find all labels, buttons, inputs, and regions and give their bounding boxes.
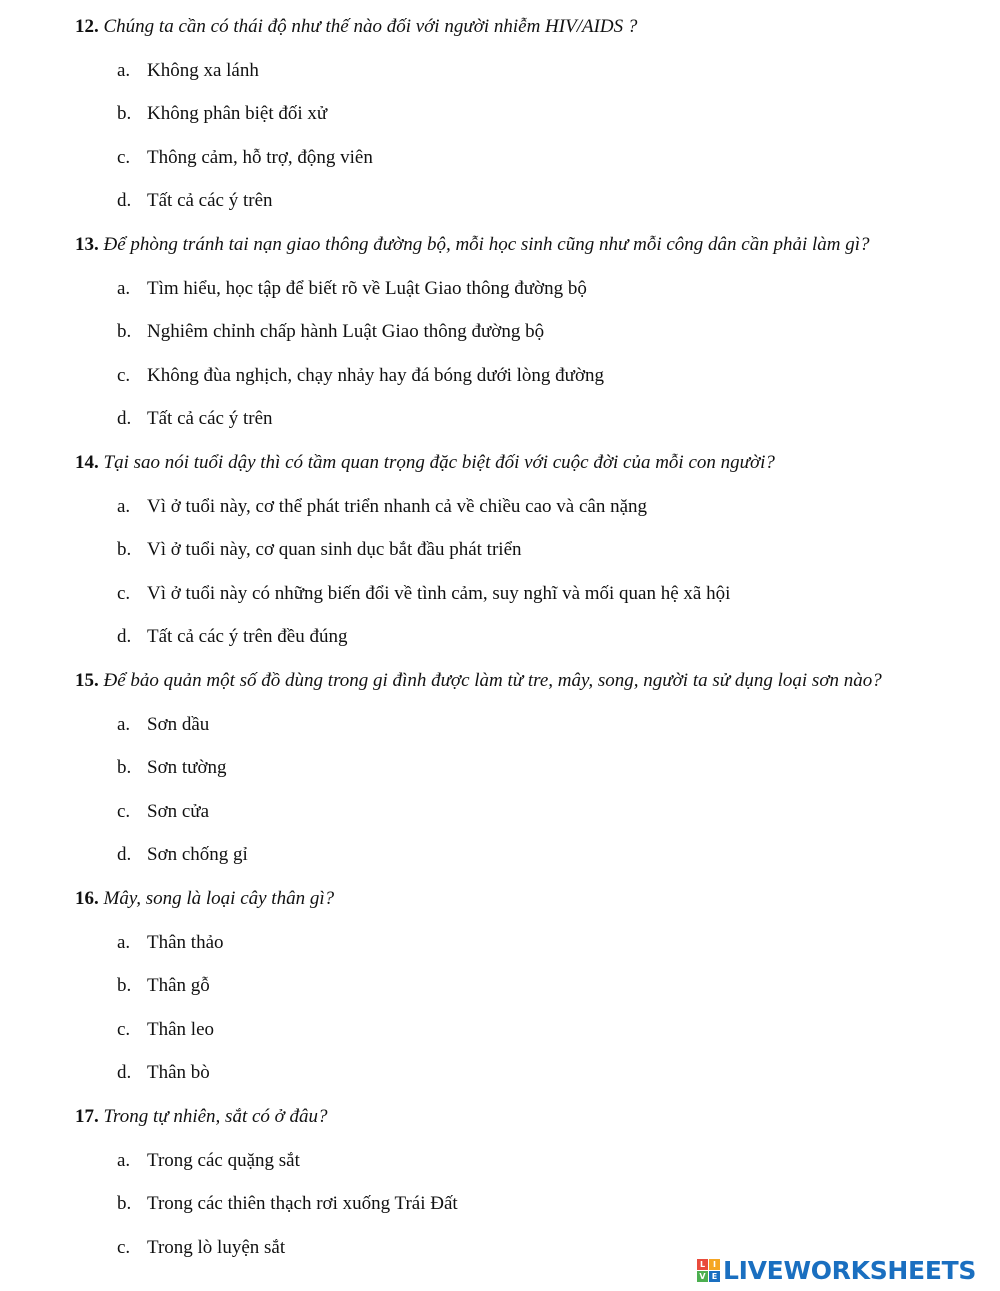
- answer-option[interactable]: [117, 408, 273, 430]
- answer-option[interactable]: [117, 539, 522, 561]
- logo-mark-i: I: [709, 1259, 720, 1270]
- option-text: Vì ở tuổi này có những biến đổi về tình cảm, suy nghĩ và mối quan hệ xã hội: [147, 583, 731, 604]
- option-letter: b.: [117, 321, 132, 342]
- question-text: Tại sao nói tuổi dậy thì có tầm quan trọng đặc biệt đối với cuộc đời của mỗi con người?: [103, 452, 775, 473]
- option-text: Không đùa nghịch, chạy nhảy hay đá bóng dưới lòng đường: [147, 365, 605, 386]
- option-text: Thân leo: [147, 1019, 215, 1040]
- question-number: 14.: [75, 452, 99, 473]
- option-letter: a.: [117, 278, 131, 299]
- option-letter: c.: [117, 147, 131, 168]
- answer-option[interactable]: [117, 757, 227, 779]
- option-letter: a.: [117, 1150, 131, 1171]
- option-text: Không xa lánh: [147, 60, 259, 81]
- option-text: Tất cả các ý trên đều đúng: [147, 626, 348, 647]
- question-13: [75, 234, 870, 256]
- option-text: Nghiêm chỉnh chấp hành Luật Giao thông đường bộ: [147, 321, 545, 342]
- option-text: Thân thảo: [147, 932, 224, 953]
- option-text: Sơn dầu: [147, 714, 210, 735]
- option-text: Sơn tường: [147, 757, 227, 778]
- answer-option[interactable]: [117, 626, 347, 648]
- logo-text: LIVEWORKSHEETS: [723, 1255, 977, 1285]
- answer-option[interactable]: [117, 844, 248, 866]
- option-text: Vì ở tuổi này, cơ thể phát triển nhanh cả về chiều cao và cân nặng: [147, 496, 648, 517]
- logo-mark-l: L: [697, 1259, 708, 1270]
- answer-option[interactable]: [117, 714, 209, 736]
- option-letter: b.: [117, 103, 132, 124]
- answer-option[interactable]: [117, 103, 327, 125]
- option-text: Thân gỗ: [147, 975, 210, 996]
- option-text: Tất cả các ý trên: [147, 190, 273, 211]
- question-number: 13.: [75, 234, 99, 255]
- option-letter: d.: [117, 190, 132, 211]
- option-letter: d.: [117, 844, 132, 865]
- option-letter: b.: [117, 539, 132, 560]
- question-text: Mây, song là loại cây thân gì?: [103, 888, 335, 909]
- option-text: Tất cả các ý trên: [147, 408, 273, 429]
- liveworksheets-logo[interactable]: [697, 1255, 976, 1285]
- question-text: Chúng ta cần có thái độ như thế nào đối với người nhiễm HIV/AIDS ?: [103, 16, 638, 37]
- question-number: 15.: [75, 670, 99, 691]
- question-text: Trong tự nhiên, sắt có ở đâu?: [103, 1106, 328, 1127]
- question-number: 16.: [75, 888, 99, 909]
- option-letter: a.: [117, 60, 131, 81]
- answer-option[interactable]: [117, 190, 273, 212]
- question-number: 12.: [75, 16, 99, 37]
- option-text: Trong lò luyện sắt: [147, 1237, 286, 1258]
- answer-option[interactable]: [117, 583, 730, 605]
- answer-option[interactable]: [117, 1237, 285, 1259]
- question-text: Để phòng tránh tai nạn giao thông đường bộ, mỗi học sinh cũng như mỗi công dân cần phải làm gì?: [103, 234, 870, 255]
- answer-option[interactable]: [117, 1193, 458, 1215]
- answer-option[interactable]: [117, 1019, 214, 1041]
- option-letter: a.: [117, 714, 131, 735]
- option-letter: a.: [117, 496, 131, 517]
- question-12: [75, 16, 637, 38]
- answer-option[interactable]: [117, 278, 587, 300]
- option-letter: b.: [117, 975, 132, 996]
- option-letter: c.: [117, 1019, 131, 1040]
- logo-mark-e: E: [709, 1271, 720, 1282]
- question-15: [75, 670, 882, 692]
- answer-option[interactable]: [117, 932, 224, 954]
- option-text: Trong các quặng sắt: [147, 1150, 300, 1171]
- option-letter: c.: [117, 365, 131, 386]
- option-letter: a.: [117, 932, 131, 953]
- option-text: Vì ở tuổi này, cơ quan sinh dục bắt đầu phát triển: [147, 539, 522, 560]
- option-letter: c.: [117, 583, 131, 604]
- question-16: [75, 888, 334, 910]
- logo-mark-icon: [697, 1259, 720, 1282]
- answer-option[interactable]: [117, 801, 209, 823]
- answer-option[interactable]: [117, 60, 259, 82]
- answer-option[interactable]: [117, 147, 373, 169]
- answer-option[interactable]: [117, 496, 647, 518]
- answer-option[interactable]: [117, 1150, 300, 1172]
- option-letter: b.: [117, 757, 132, 778]
- answer-option[interactable]: [117, 365, 604, 387]
- option-letter: c.: [117, 801, 131, 822]
- option-letter: d.: [117, 626, 132, 647]
- answer-option[interactable]: [117, 975, 210, 997]
- logo-mark-v: V: [697, 1271, 708, 1282]
- answer-option[interactable]: [117, 321, 544, 343]
- question-14: [75, 452, 775, 474]
- question-17: [75, 1106, 328, 1128]
- answer-option[interactable]: [117, 1062, 210, 1084]
- question-number: 17.: [75, 1106, 99, 1127]
- option-letter: b.: [117, 1193, 132, 1214]
- option-letter: d.: [117, 408, 132, 429]
- option-text: Tìm hiểu, học tập để biết rõ về Luật Giao thông đường bộ: [147, 278, 587, 299]
- option-text: Không phân biệt đối xử: [147, 103, 328, 124]
- option-letter: c.: [117, 1237, 131, 1258]
- option-text: Trong các thiên thạch rơi xuống Trái Đất: [147, 1193, 458, 1214]
- option-text: Sơn chống gỉ: [147, 844, 248, 865]
- option-text: Thân bò: [147, 1062, 210, 1083]
- option-letter: d.: [117, 1062, 132, 1083]
- question-text: Để bảo quản một số đồ dùng trong gi đình được làm từ tre, mây, song, người ta sử dụng loại sơn nào?: [103, 670, 882, 691]
- option-text: Sơn cửa: [147, 801, 210, 822]
- option-text: Thông cảm, hỗ trợ, động viên: [147, 147, 373, 168]
